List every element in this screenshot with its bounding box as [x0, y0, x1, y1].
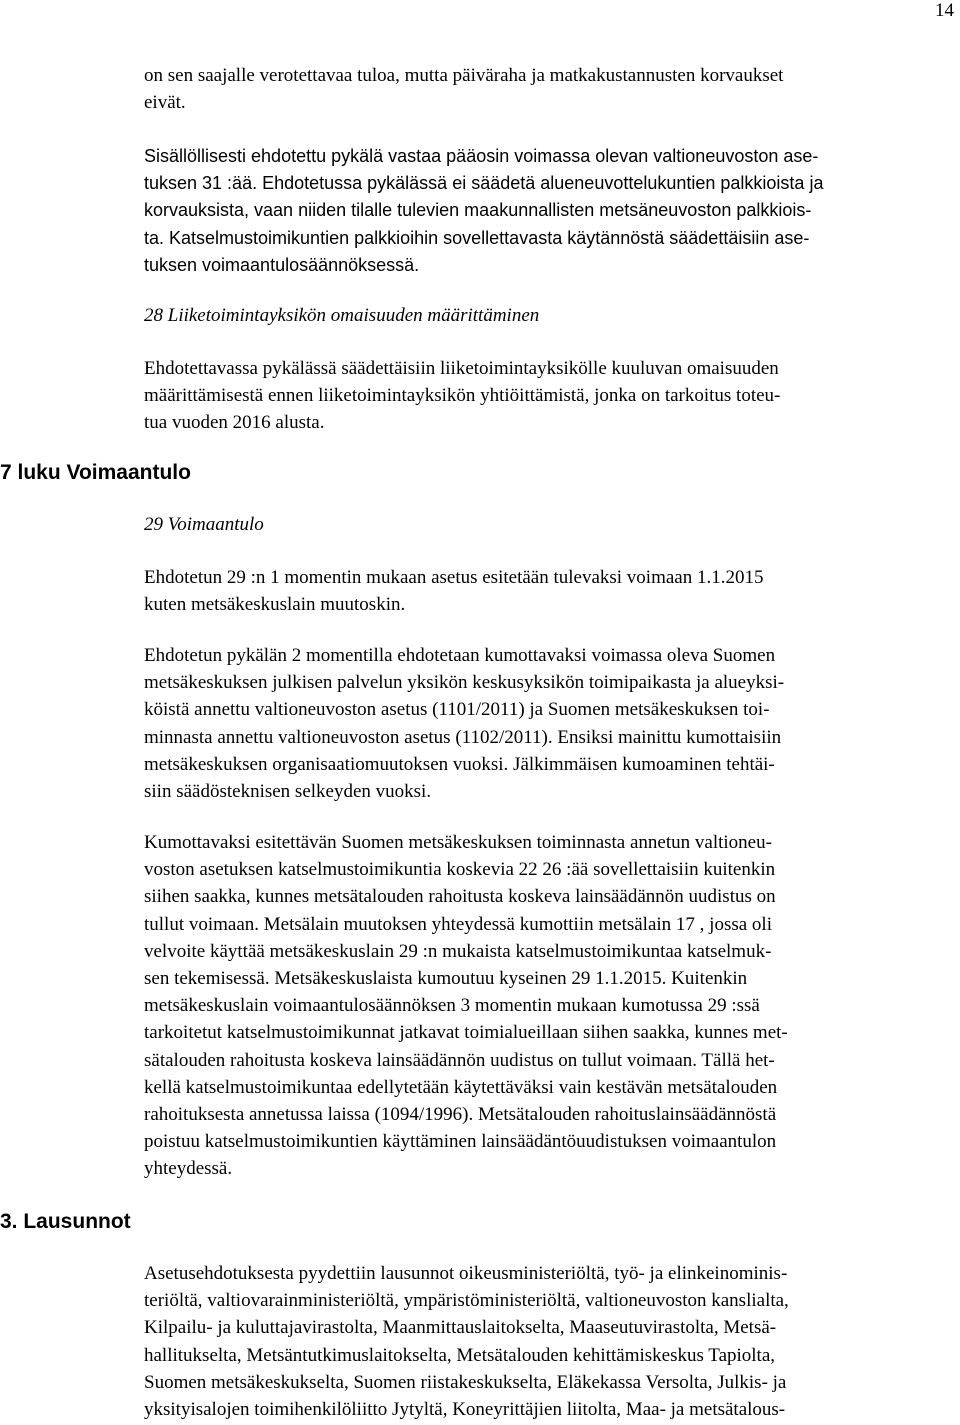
text-line: Kumottavaksi esitettävän Suomen metsäkeskuksen toiminnasta annetun valtioneu- — [144, 832, 772, 853]
text-line: Ehdotettavassa pykälässä säädettäisiin liiketoimintayksikölle kuuluvan omaisuuden — [144, 358, 779, 379]
text-line: on sen saajalle verotettavaa tuloa, mutta päiväraha ja matkakustannusten korvaukset — [144, 65, 784, 86]
section-28-title: 28 Liiketoimintayksikön omaisuuden määrittäminen — [144, 305, 540, 326]
section-heading-lausunnot: 3. Lausunnot — [0, 1210, 131, 1233]
chapter-heading-voimaantulo: 7 luku Voimaantulo — [0, 461, 191, 484]
text-line: metsäkeskuksen julkisen palvelun yksikön keskusyksikön toimipaikasta ja alueyksi- — [144, 672, 785, 694]
text-line: metsäkeskuslain voimaantulosäännöksen 3 momentin mukaan kumotussa 29 :ssä — [144, 995, 760, 1017]
page-number: 14 — [935, 0, 954, 21]
paragraph-6 — [144, 829, 956, 1182]
text-line: metsäkeskuksen organisaatiomuutoksen vuoksi. Jälkimmäisen kumoaminen tehtäi- — [144, 753, 775, 775]
text-line: tullut voimaan. Metsälain muutoksen yhteydessä kumottiin metsälain 17 , jossa oli — [144, 913, 772, 935]
text-line: korvauksista, vaan niiden tilalle tulevien maakunnallisten metsäneuvoston palkkiois- — [144, 200, 812, 221]
text-line: poistuu katselmustoimikuntien käyttäminen lainsäädäntöuudistuksen voimaantulon — [144, 1131, 777, 1153]
text-line: siin säädösteknisen selkeyden vuoksi. — [144, 780, 432, 802]
text-line: köistä annettu valtioneuvoston asetus (1101/2011) ja Suomen metsäkeskuksen toi- — [144, 699, 770, 721]
section-29-title: 29 Voimaantulo — [144, 514, 264, 535]
text-line: tua vuoden 2016 alusta. — [144, 412, 325, 434]
text-line: voston asetuksen katselmustoimikuntia koskevia 22 26 :ää sovellettaisiin kuitenkin — [144, 859, 776, 881]
text-line: tarkoitetut katselmustoimikunnat jatkavat toimialueillaan siihen saakka, kunnes met- — [144, 1022, 788, 1044]
text-line: kuten metsäkeskuslain muutoskin. — [144, 594, 406, 616]
text-line: Asetusehdotuksesta pyydettiin lausunnot oikeusministeriöltä, työ- ja elinkeinominis- — [144, 1263, 788, 1284]
text-line: kellä katselmustoimikuntaa edellytetään käytettäväksi vain kestävän metsätalouden — [144, 1076, 778, 1098]
paragraph-4 — [144, 564, 956, 618]
text-line: velvoite käyttää metsäkeskuslain 29 :n mukaista katselmustoimikuntaa katselmuk- — [144, 940, 772, 962]
text-line: hallitukselta, Metsäntutkimuslaitokselta, Metsätalouden kehittämiskeskus Tapiolta, — [144, 1344, 776, 1366]
text-line: sätalouden rahoitusta koskeva lainsäädännön uudistus on tullut voimaan. Tällä het- — [144, 1049, 775, 1071]
text-line: eivät. — [144, 92, 186, 114]
text-line: minnasta annettu valtioneuvoston asetus (1102/2011). Ensiksi mainittu kumottaisiin — [144, 726, 782, 748]
text-line: Kilpailu- ja kuluttajavirastolta, Maanmittauslaitokselta, Maaseutuvirastolta, Metsä- — [144, 1317, 777, 1339]
text-line: yhteydessä. — [144, 1158, 233, 1180]
text-line: rahoituksesta annetussa laissa (1094/1996). Metsätalouden rahoituslainsäädännöstä — [144, 1103, 777, 1125]
paragraph-7 — [144, 1260, 956, 1423]
text-line: Sisällöllisesti ehdotettu pykälä vastaa pääosin voimassa olevan valtioneuvoston ase- — [144, 146, 819, 166]
text-line: tuksen 31 :ää. Ehdotetussa pykälässä ei säädetä alueneuvottelukuntien palkkioista ja — [144, 173, 824, 194]
text-line: Ehdotetun pykälän 2 momentilla ehdotetaan kumottavaksi voimassa oleva Suomen — [144, 645, 776, 666]
text-line: Suomen metsäkeskukselta, Suomen riistakeskukselta, Eläkekassa Versolta, Julkis- ja — [144, 1371, 787, 1393]
text-line: yksityisalojen toimihenkilöliitto Jytyltä, Koneyrittäjien liitolta, Maa- ja metsätalous- — [144, 1398, 786, 1420]
paragraph-3 — [144, 355, 956, 437]
paragraph-5 — [144, 642, 956, 805]
paragraph-1 — [144, 62, 956, 116]
text-line: siihen saakka, kunnes metsätalouden rahoitusta koskeva lainsäädännön uudistus on — [144, 886, 776, 908]
text-line: ta. Katselmustoimikuntien palkkioihin sovellettavasta käytännöstä säädettäisiin ase- — [144, 227, 810, 248]
text-line: tuksen voimaantulosäännöksessä. — [144, 254, 420, 275]
text-line: Ehdotetun 29 :n 1 momentin mukaan asetus esitetään tulevaksi voimaan 1.1.2015 — [144, 567, 764, 588]
paragraph-2 — [144, 143, 956, 279]
text-line: määrittämisestä ennen liiketoimintayksikön yhtiöittämistä, jonka on tarkoitus toteu- — [144, 385, 781, 407]
text-line: teriöltä, valtiovarainministeriöltä, ympäristöministeriöltä, valtioneuvoston kanslialta, — [144, 1290, 789, 1312]
text-line: sen tekemisessä. Metsäkeskuslaista kumoutuu kyseinen 29 1.1.2015. Kuitenkin — [144, 967, 748, 989]
